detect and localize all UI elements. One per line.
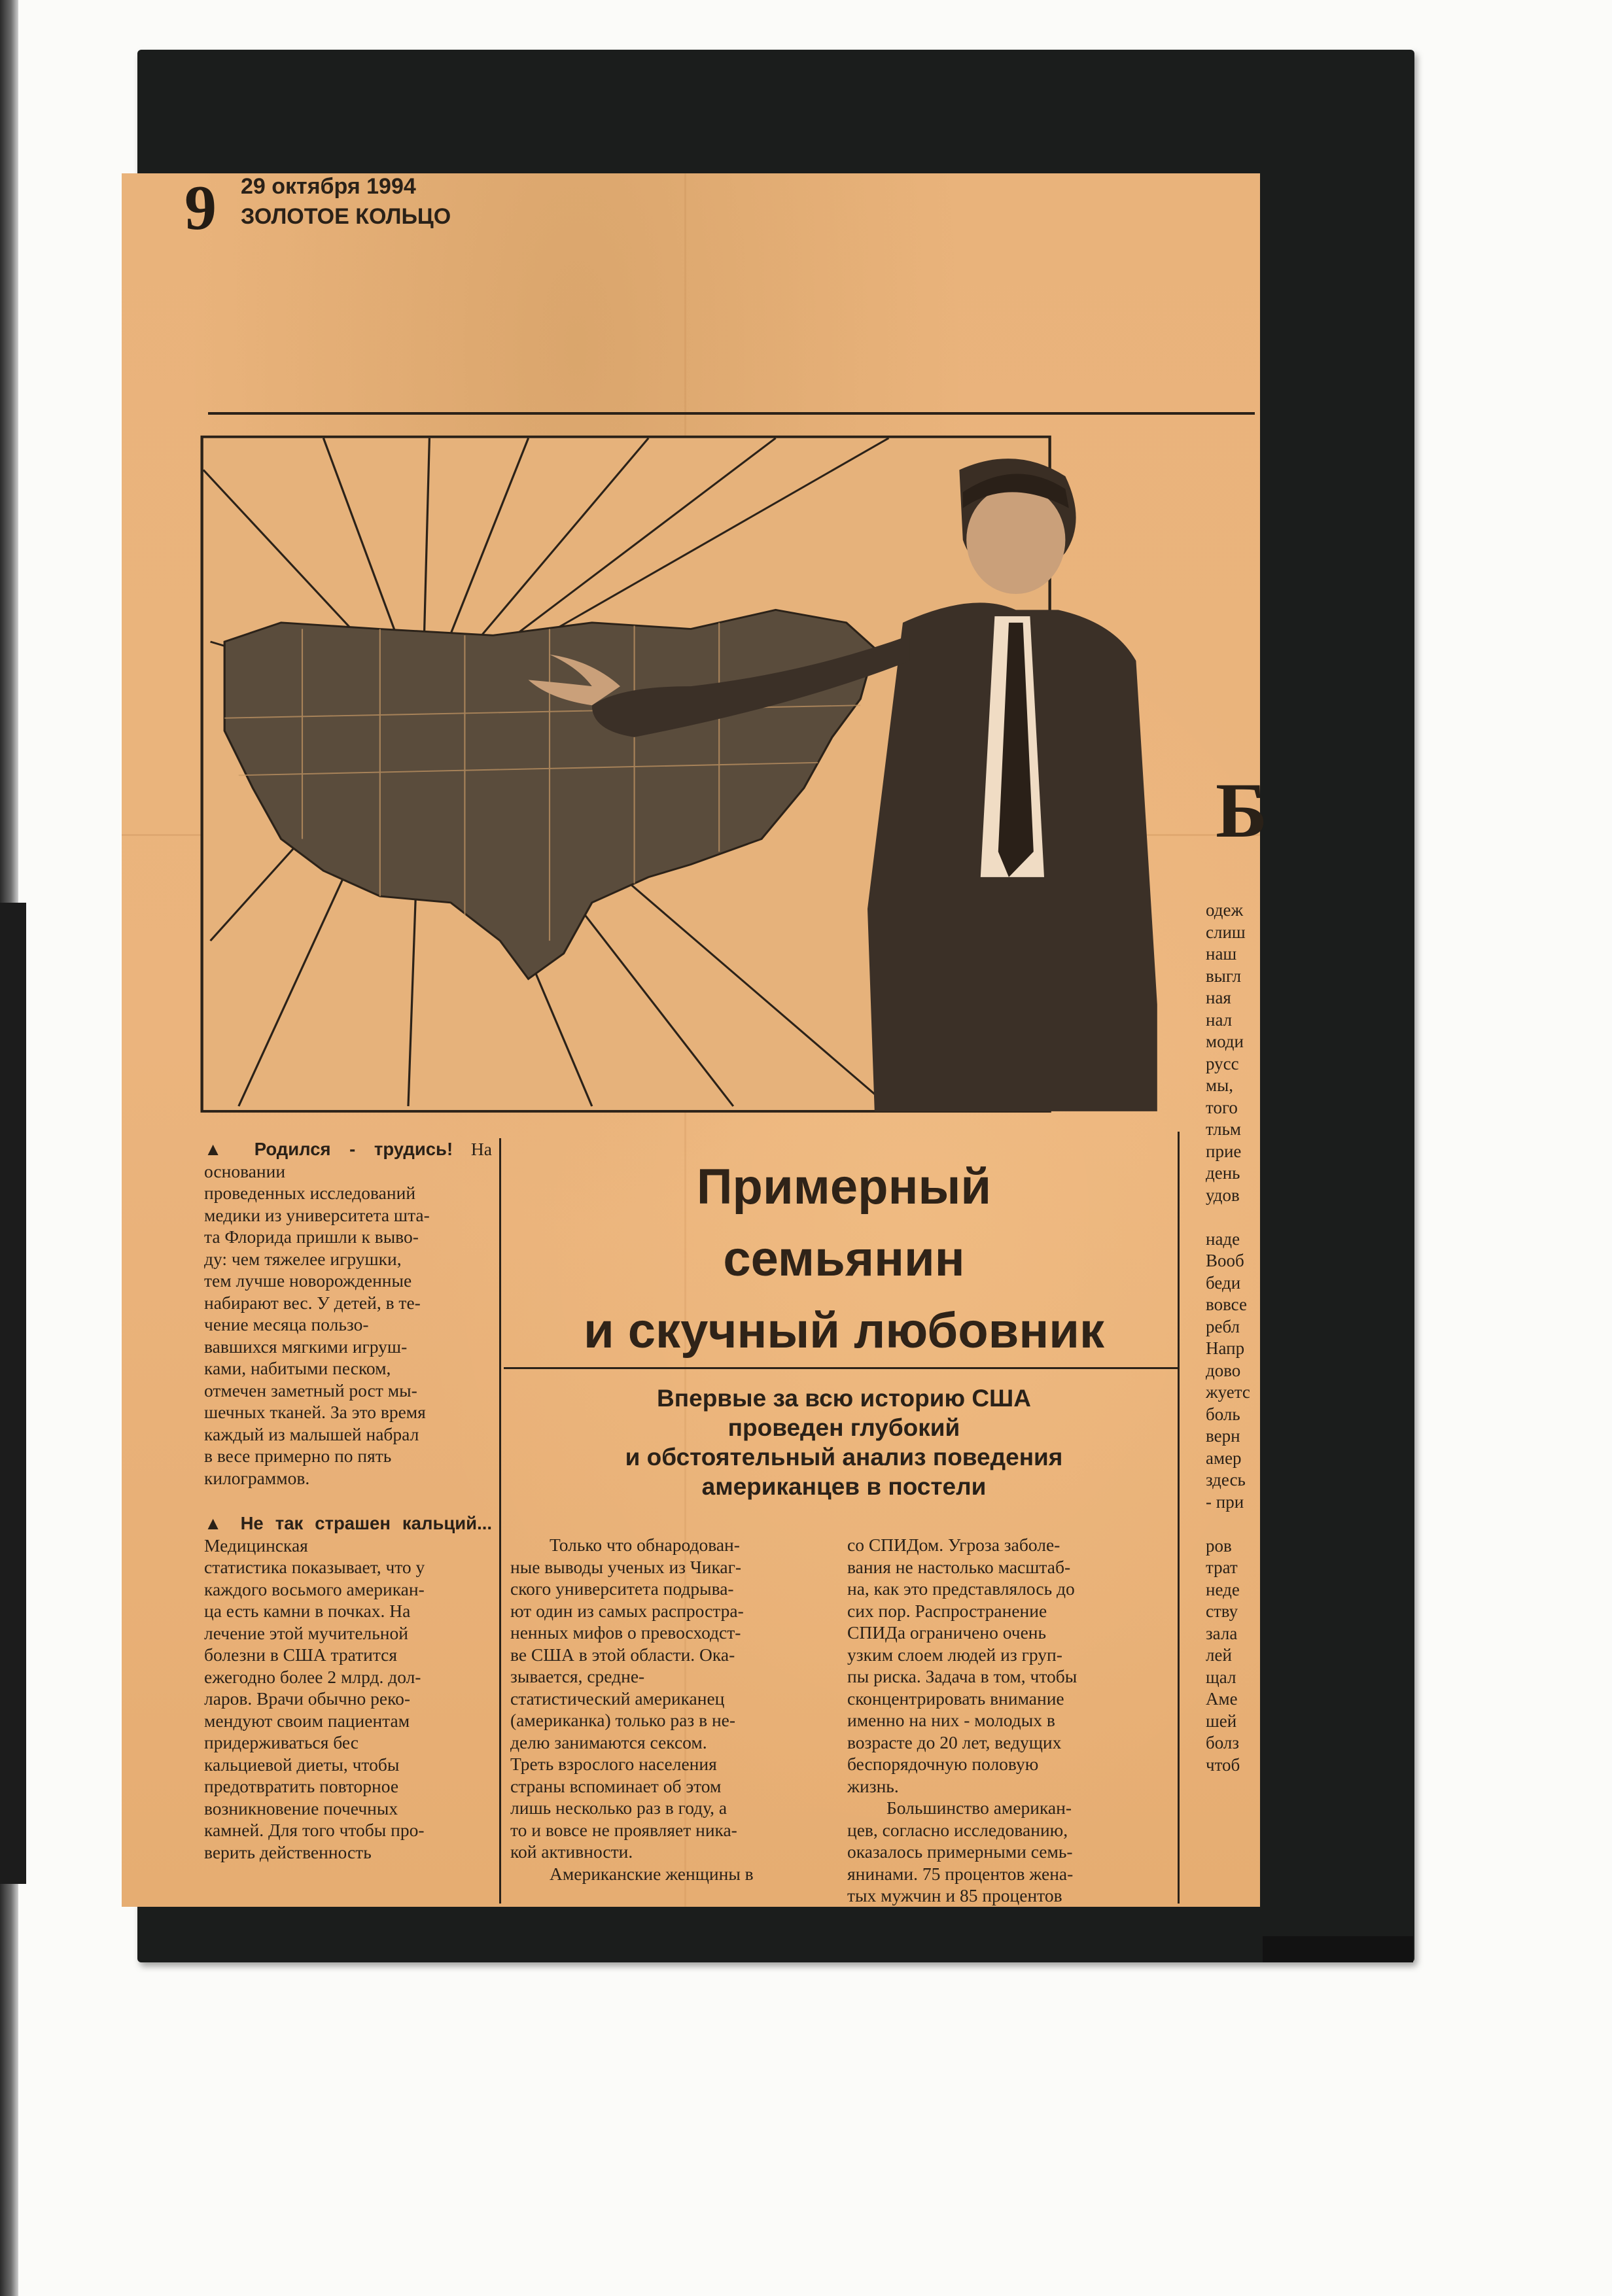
- body-line: возрасте до 20 лет, ведущих: [847, 1731, 1062, 1752]
- cut-off-headline-letter: Б: [1216, 767, 1268, 854]
- brief2-line: лечение этой мучительной: [204, 1622, 408, 1643]
- fragment-line: русс: [1206, 1053, 1239, 1073]
- body-line: жизнь.: [847, 1775, 899, 1796]
- headline-line: и скучный любовник: [583, 1303, 1105, 1359]
- body-line: на, как это представлялось до: [847, 1578, 1075, 1599]
- map-of-usa-with-man-photo: [196, 432, 1256, 1132]
- fragment-line: трат: [1206, 1557, 1238, 1577]
- brief1-line: ду: чем тяжелее игрушки,: [204, 1248, 402, 1269]
- body-line: именно на них - молодых в: [847, 1710, 1055, 1730]
- fragment-line: тльм: [1206, 1119, 1241, 1139]
- header-rule: [208, 412, 1255, 415]
- body-line: со СПИДом. Угроза заболе-: [847, 1535, 1060, 1555]
- body-line: беспорядочную половую: [847, 1754, 1039, 1774]
- brief1-line: в весе примерно по пять: [204, 1446, 392, 1466]
- brief2-line: статистика показывает, что у: [204, 1557, 425, 1577]
- fragment-line: Вооб: [1206, 1251, 1244, 1270]
- fragment-line: ная: [1206, 988, 1231, 1007]
- body-line: оказалось примерными семь-: [847, 1841, 1073, 1862]
- brief2-line: предотвратить повторное: [204, 1776, 399, 1796]
- fragment-line: выгл: [1206, 965, 1242, 986]
- brief1-line: тем лучше новорожденные: [204, 1270, 412, 1291]
- body-line: янинами. 75 процентов жена-: [847, 1863, 1074, 1884]
- subhead-line: Впервые за всю историю США: [657, 1385, 1031, 1412]
- fragment-line: болз: [1206, 1733, 1240, 1752]
- brief1-line: каждый из малышей набрал: [204, 1423, 419, 1444]
- headline-line: семьянин: [723, 1231, 965, 1287]
- fragment-line: лей: [1206, 1645, 1232, 1665]
- fragment-line: моди: [1206, 1032, 1244, 1051]
- brief1-title: ▲ Родился - трудись!: [204, 1139, 453, 1159]
- brief2-line: Медицинская: [204, 1535, 308, 1556]
- issue-date: 29 октября 1994: [241, 174, 416, 199]
- newspaper-name: ЗОЛОТОЕ КОЛЬЦО: [241, 204, 451, 229]
- fragment-line: боль: [1206, 1404, 1240, 1424]
- body-line: Большинство американ-: [886, 1798, 1072, 1818]
- brief1-line: чение месяца пользо-: [204, 1314, 369, 1334]
- fragment-line: слиш: [1206, 922, 1246, 942]
- body-line: Только что обнародован-: [550, 1535, 740, 1555]
- fragment-line: верн: [1206, 1426, 1240, 1446]
- fragment-line: здесь: [1206, 1470, 1246, 1489]
- brief1-line: вавшихся мягкими игруш-: [204, 1336, 408, 1357]
- body-line: ненных мифов о превосходст-: [510, 1622, 741, 1643]
- body-line: лишь несколько раз в году, а: [510, 1798, 727, 1818]
- fragment-line: Напр: [1206, 1338, 1245, 1358]
- body-line: страны вспоминает об этом: [510, 1775, 722, 1796]
- brief2-line: ларов. Врачи обычно реко-: [204, 1688, 411, 1709]
- brief2-line: ежегодно более 2 млрд. дол-: [204, 1666, 421, 1687]
- fragment-line: шей: [1206, 1711, 1237, 1731]
- brief1-line: та Флорида пришли к выво-: [204, 1226, 419, 1247]
- fragment-line: одеж: [1206, 900, 1244, 920]
- brief1-line: медики из университета шта-: [204, 1204, 430, 1225]
- fragment-line: ребл: [1206, 1316, 1240, 1336]
- fragment-line: удов: [1206, 1185, 1240, 1205]
- brief1-line: отмечен заметный рост мы-: [204, 1380, 417, 1400]
- page-number: 9: [184, 173, 217, 243]
- body-line: пы риска. Задача в том, чтобы: [847, 1666, 1078, 1686]
- column-rule-right: [1178, 1132, 1180, 1904]
- body-line: тых мужчин и 85 процентов: [847, 1885, 1062, 1905]
- dateline: [241, 171, 451, 232]
- body-line: СПИДа ограничено очень: [847, 1622, 1047, 1643]
- brief2-line: ца есть камни в почках. На: [204, 1601, 411, 1621]
- body-line: ве США в этой области. Ока-: [510, 1644, 735, 1665]
- body-line: узким слоем людей из груп-: [847, 1644, 1062, 1665]
- body-line: вания не настолько масштаб-: [847, 1556, 1071, 1577]
- fragment-line: - при: [1206, 1491, 1244, 1512]
- fragment-line: день: [1206, 1163, 1240, 1183]
- fragment-line: ров: [1206, 1535, 1232, 1556]
- brief2-line: верить действенность: [204, 1841, 372, 1862]
- fragment-line: нал: [1206, 1009, 1233, 1030]
- fragment-line: наш: [1206, 944, 1237, 964]
- body-line: ные выводы ученых из Чикаг-: [510, 1556, 742, 1577]
- fragment-line: прие: [1206, 1141, 1242, 1161]
- fragment-line: ству: [1206, 1601, 1238, 1621]
- brief1-line: ками, набитыми песком,: [204, 1358, 391, 1378]
- subhead-line: и обстоятельный анализ поведения: [625, 1444, 1063, 1470]
- headline-line: Примерный: [696, 1159, 992, 1215]
- fragment-line: щал: [1206, 1667, 1236, 1687]
- brief1-line: проведенных исследований: [204, 1183, 416, 1203]
- body-line: сконцентрировать внимание: [847, 1688, 1064, 1709]
- brief2-line: придерживаться бес: [204, 1732, 359, 1752]
- brief2-line: мендуют своим пациентам: [204, 1710, 410, 1731]
- brief-column: [204, 1138, 492, 1863]
- body-line: ского университета подрыва-: [510, 1578, 734, 1599]
- fragment-line: мы,: [1206, 1075, 1233, 1095]
- subhead-rule: [504, 1367, 1178, 1369]
- backing-board-edge: [1263, 1936, 1413, 1962]
- brief1-line: набирают вес. У детей, в те-: [204, 1292, 421, 1313]
- column-rule-left: [499, 1138, 501, 1904]
- article-subheadline: [510, 1383, 1178, 1501]
- body-line: кой активности.: [510, 1841, 633, 1862]
- fragment-line: зала: [1206, 1623, 1238, 1643]
- fragment-line: беди: [1206, 1272, 1241, 1293]
- article-headline: [510, 1151, 1178, 1367]
- brief1-line: килограммов.: [204, 1467, 310, 1488]
- fragment-line: амер: [1206, 1448, 1242, 1468]
- body-line: Американские женщины в: [550, 1863, 754, 1884]
- body-line: зывается, средне-: [510, 1666, 645, 1686]
- brief2-title: ▲ Не так страшен кальций...: [204, 1513, 492, 1533]
- fragment-line: Аме: [1206, 1689, 1238, 1709]
- body-line: Треть взрослого населения: [510, 1754, 717, 1774]
- body-line: сих пор. Распространение: [847, 1600, 1047, 1621]
- body-line: (американка) только раз в не-: [510, 1710, 736, 1730]
- brief2-line: кальциевой диеты, чтобы: [204, 1754, 400, 1775]
- brief2-line: камней. Для того чтобы про-: [204, 1820, 425, 1840]
- brief1-line: шечных тканей. За это время: [204, 1402, 426, 1422]
- fragment-line: дово: [1206, 1360, 1241, 1380]
- fragment-line: вовсе: [1206, 1295, 1247, 1314]
- fragment-line: того: [1206, 1097, 1238, 1117]
- brief2-line: каждого восьмого американ-: [204, 1578, 425, 1599]
- body-line: то и вовсе не проявляет ника-: [510, 1819, 737, 1840]
- body-line: статистический американец: [510, 1688, 725, 1709]
- fragment-line: жуетс: [1206, 1382, 1250, 1402]
- brief2-line: возникновение почечных: [204, 1798, 398, 1818]
- body-line: делю занимаются сексом.: [510, 1731, 707, 1752]
- subhead-line: проведен глубокий: [727, 1414, 960, 1441]
- body-line: цев, согласно исследованию,: [847, 1819, 1068, 1840]
- fragment-line: чтоб: [1206, 1754, 1240, 1775]
- brief1-line: На основании: [204, 1139, 492, 1181]
- brief2-line: болезни в США тратится: [204, 1644, 398, 1665]
- article-body-column-2: [847, 1534, 1161, 1907]
- fragment-line: неде: [1206, 1579, 1240, 1599]
- fragment-line: наде: [1206, 1228, 1240, 1249]
- article-body-column-1: [510, 1534, 818, 1885]
- subhead-line: американцев в постели: [701, 1473, 987, 1500]
- scanner-edge-dark: [0, 903, 26, 1884]
- body-line: ют один из самых распростра-: [510, 1600, 744, 1621]
